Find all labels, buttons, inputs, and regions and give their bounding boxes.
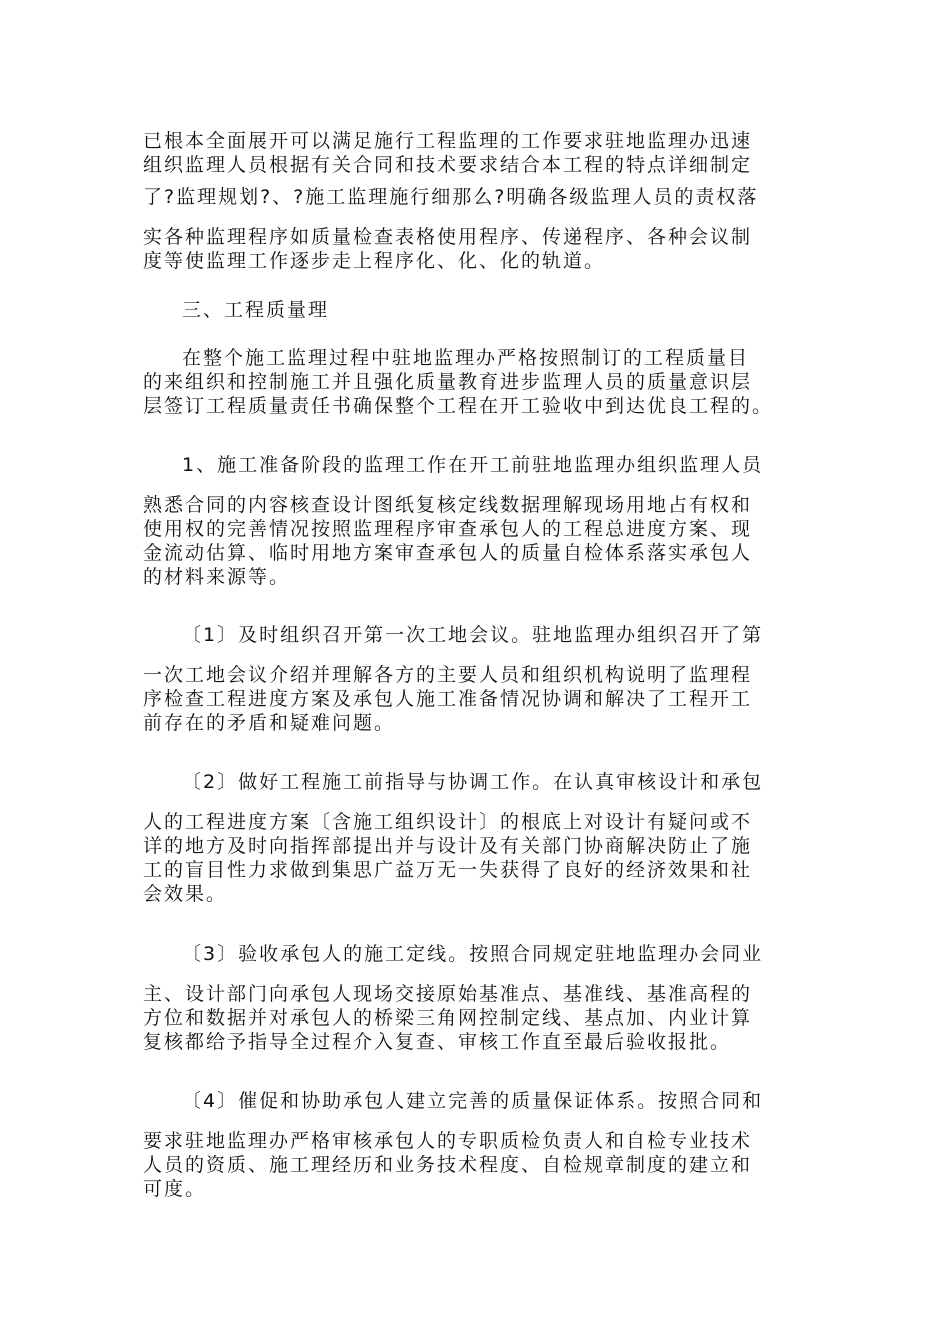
section-heading: 三、工程质量理 [182, 299, 330, 321]
text-line: 1、施工准备阶段的监理工作在开工前驻地监理办组织监理人员 [182, 454, 764, 476]
text-line: 主、设计部门向承包人现场交接原始基准点、基准线、基准高程的 [143, 983, 753, 1005]
text-line: 复核都给予指导全过程介入复查、审核工作直至最后验收报批。 [143, 1031, 732, 1053]
text-line: 组织监理人员根据有关合同和技术要求结合本工程的特点详细制定 [143, 154, 753, 176]
text-line: 人员的资质、施工理经历和业务技术程度、自检规章制度的建立和 [143, 1154, 753, 1176]
text-line: 的来组织和控制施工并且强化质量教育进步监理人员的质量意识层 [143, 371, 753, 393]
text-line: 度等使监理工作逐步走上程序化、化、化的轨道。 [143, 250, 606, 272]
text-line: 〔4〕催促和协助承包人建立完善的质量保证体系。按照合同和 [182, 1090, 764, 1112]
text-line: 〔1〕及时组织召开第一次工地会议。驻地监理办组织召开了第 [182, 624, 764, 646]
text-line: 方位和数据并对承包人的桥梁三角网控制定线、基点加、内业计算 [143, 1007, 753, 1029]
text-line: 熟悉合同的内容核查设计图纸复核定线数据理解现场用地占有权和 [143, 494, 753, 516]
text-line: 〔3〕验收承包人的施工定线。按照合同规定驻地监理办会同业 [182, 943, 764, 965]
text-line: 了?监理规划?、?施工监理施行细那么?明确各级监理人员的责权落 [143, 186, 759, 208]
text-line: 序检查工程进度方案及承包人施工准备情况协调和解决了工程开工 [143, 688, 753, 710]
text-line: 一次工地会议介绍并理解各方的主要人员和组织机构说明了监理程 [143, 664, 753, 686]
text-line: 已根本全面展开可以满足施行工程监理的工作要求驻地监理办迅速 [143, 130, 753, 152]
text-line: 要求驻地监理办严格审核承包人的专职质检负责人和自检专业技术 [143, 1130, 753, 1152]
text-line: 在整个施工监理过程中驻地监理办严格按照制订的工程质量目 [182, 347, 750, 369]
text-line: 实各种监理程序如质量检查表格使用程序、传递程序、各种会议制 [143, 226, 753, 248]
text-line: 人的工程进度方案〔含施工组织设计〕的根底上对设计有疑问或不 [143, 811, 753, 833]
text-line: 层签订工程质量责任书确保整个工程在开工验收中到达优良工程的。 [143, 395, 774, 417]
text-line: 的材料来源等。 [143, 566, 291, 588]
text-line: 工的盲目性力求做到集思广益万无一失获得了良好的经济效果和社 [143, 859, 753, 881]
text-line: 会效果。 [143, 883, 228, 905]
text-line: 详的地方及时向指挥部提出并与设计及有关部门协商解决防止了施 [143, 835, 753, 857]
text-line: 金流动估算、临时用地方案审查承包人的质量自检体系落实承包人 [143, 542, 753, 564]
text-line: 〔2〕做好工程施工前指导与协调工作。在认真审核设计和承包 [182, 771, 764, 793]
text-line: 使用权的完善情况按照监理程序审查承包人的工程总进度方案、现 [143, 518, 753, 540]
text-line: 前存在的矛盾和疑难问题。 [143, 712, 396, 734]
text-line: 可度。 [143, 1178, 207, 1200]
